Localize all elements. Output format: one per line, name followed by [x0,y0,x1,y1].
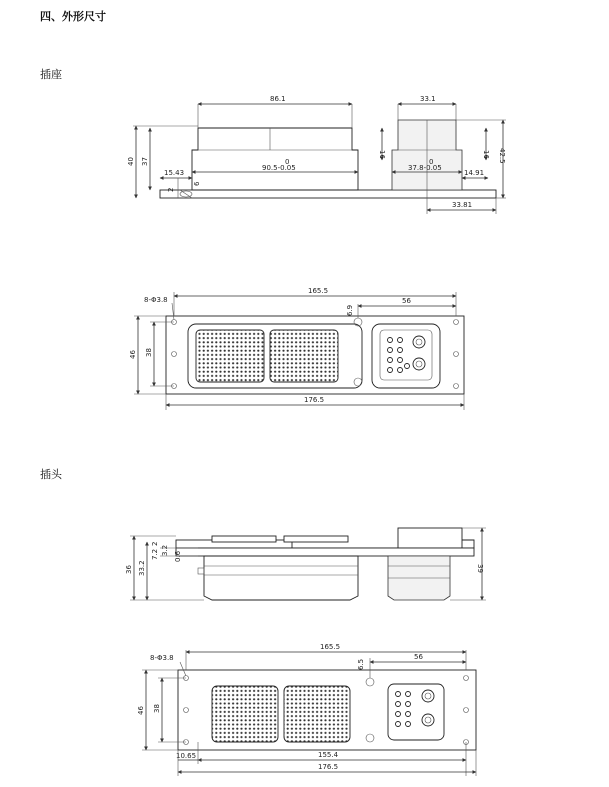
socket-contact-array-2 [270,330,338,382]
dim-38: 38 [153,704,161,713]
dim-38: 38 [145,348,153,357]
dim-7-2: 7.2 [151,548,159,560]
plug-top-view [137,643,476,776]
dim-165-5: 165.5 [320,643,341,651]
socket-top-view [129,287,464,410]
socket-heading: 插座 [40,68,62,81]
dim-40: 40 [127,157,135,166]
dim-46: 46 [137,706,145,715]
dim-16-b: 16 [482,150,490,159]
dim-90-5: 90.5-0.05 [262,164,296,172]
dim-33-81: 33.81 [452,201,473,209]
dim-16-a: 16 [378,150,386,159]
dim-176-5: 176.5 [318,763,339,771]
plug-contact-array-1 [212,686,278,742]
hole-spec: 8-Φ3.8 [150,654,174,662]
section-title: 四、外形尺寸 [40,10,106,23]
dim-37-8: 37.8-0.05 [408,164,442,172]
dim-15-43: 15.43 [164,169,185,177]
socket-power-insert [372,324,440,388]
tol-upper-b: 0 [429,158,434,166]
dim-2: 2 [151,541,159,546]
dim-56: 56 [402,297,411,305]
dim-10-65: 10.65 [176,752,197,760]
dim-165-5: 165.5 [308,287,329,295]
socket-side-view [127,95,506,214]
dim-33-2: 33.2 [138,560,146,576]
dim-176-5: 176.5 [304,396,325,404]
dim-0-6: 0.6 [174,550,182,562]
socket-contact-array-1 [196,330,264,382]
hole-spec: 8-Φ3.8 [144,296,168,304]
plug-flange [176,548,474,556]
dim-6-5: 6.5 [357,658,365,670]
dim-36: 36 [125,565,133,574]
dim-46: 46 [129,350,137,359]
dim-14-91: 14.91 [464,169,485,177]
dim-39: 39 [476,564,484,573]
dim-3-2: 3.2 [161,544,169,556]
dim-2: 2 [167,187,175,192]
dim-155-4: 155.4 [318,751,339,759]
socket-left-housing [192,128,358,190]
plug-left-shell [204,556,358,600]
dim-56: 56 [414,653,423,661]
dim-6-9: 6.9 [346,304,354,316]
plug-contact-array-2 [284,686,350,742]
socket-flange [160,187,496,198]
dim-42-5: 42.5 [498,148,506,164]
plug-heading: 插头 [40,468,62,481]
tol-upper-a: 0 [285,158,290,166]
dim-33-1: 33.1 [420,95,436,103]
dim-86-1: 86.1 [270,95,286,103]
dim-37: 37 [141,157,149,166]
dim-6: 6 [193,181,201,186]
plug-side-view [125,528,486,600]
plug-power-body-top [398,528,462,548]
